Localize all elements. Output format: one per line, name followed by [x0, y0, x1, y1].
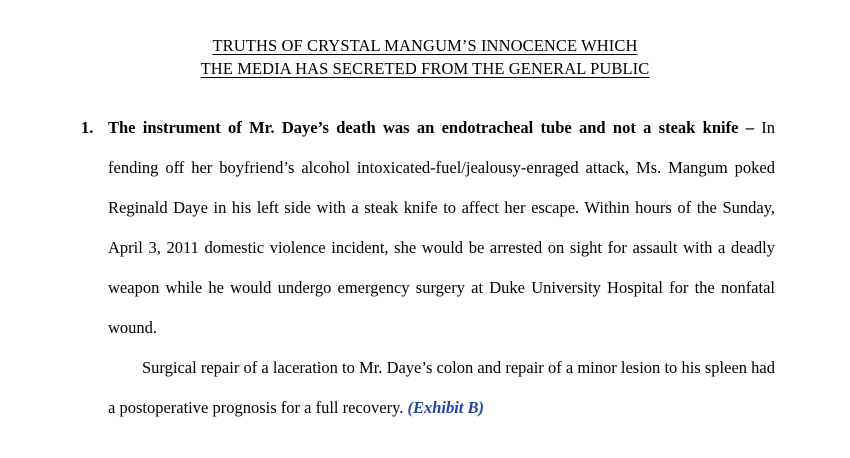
list-item-number: 1.: [81, 118, 94, 137]
exhibit-reference: (Exhibit B): [407, 398, 485, 417]
list-item-body: [108, 108, 775, 428]
document-title: [75, 34, 775, 80]
list-item-paragraph-2: Surgical repair of a laceration to Mr. Daye’s colon and repair of a minor lesion to his spleen had a postoperative prognosis for a full recovery.: [108, 358, 775, 417]
list-item-paragraph-2-wrapper: [108, 348, 775, 428]
document-title-line-2: THE MEDIA HAS SECRETED FROM THE GENERAL PUBLIC: [200, 59, 650, 78]
list-item-lead-in: The instrument of Mr. Daye’s death was an endotracheal tube and not a steak knife –: [108, 118, 762, 137]
list-item-paragraph-1: In fending off her boyfriend’s alcohol intoxicated-fuel/jealousy-enraged attack, Ms. Mangum poked Reginald Daye in his left side with a steak knife to affect her escape. Within hours of the Sunday, April 3, 2011 domestic violence incident, she would be arrested on sight for assault with a deadly weapon while he would undergo emergency surgery at Duke University Hospital for the nonfatal wound.: [108, 118, 775, 337]
document-title-line-1: TRUTHS OF CRYSTAL MANGUM’S INNOCENCE WHICH: [212, 36, 638, 55]
document-body: [75, 108, 775, 428]
list-item: [75, 108, 775, 428]
